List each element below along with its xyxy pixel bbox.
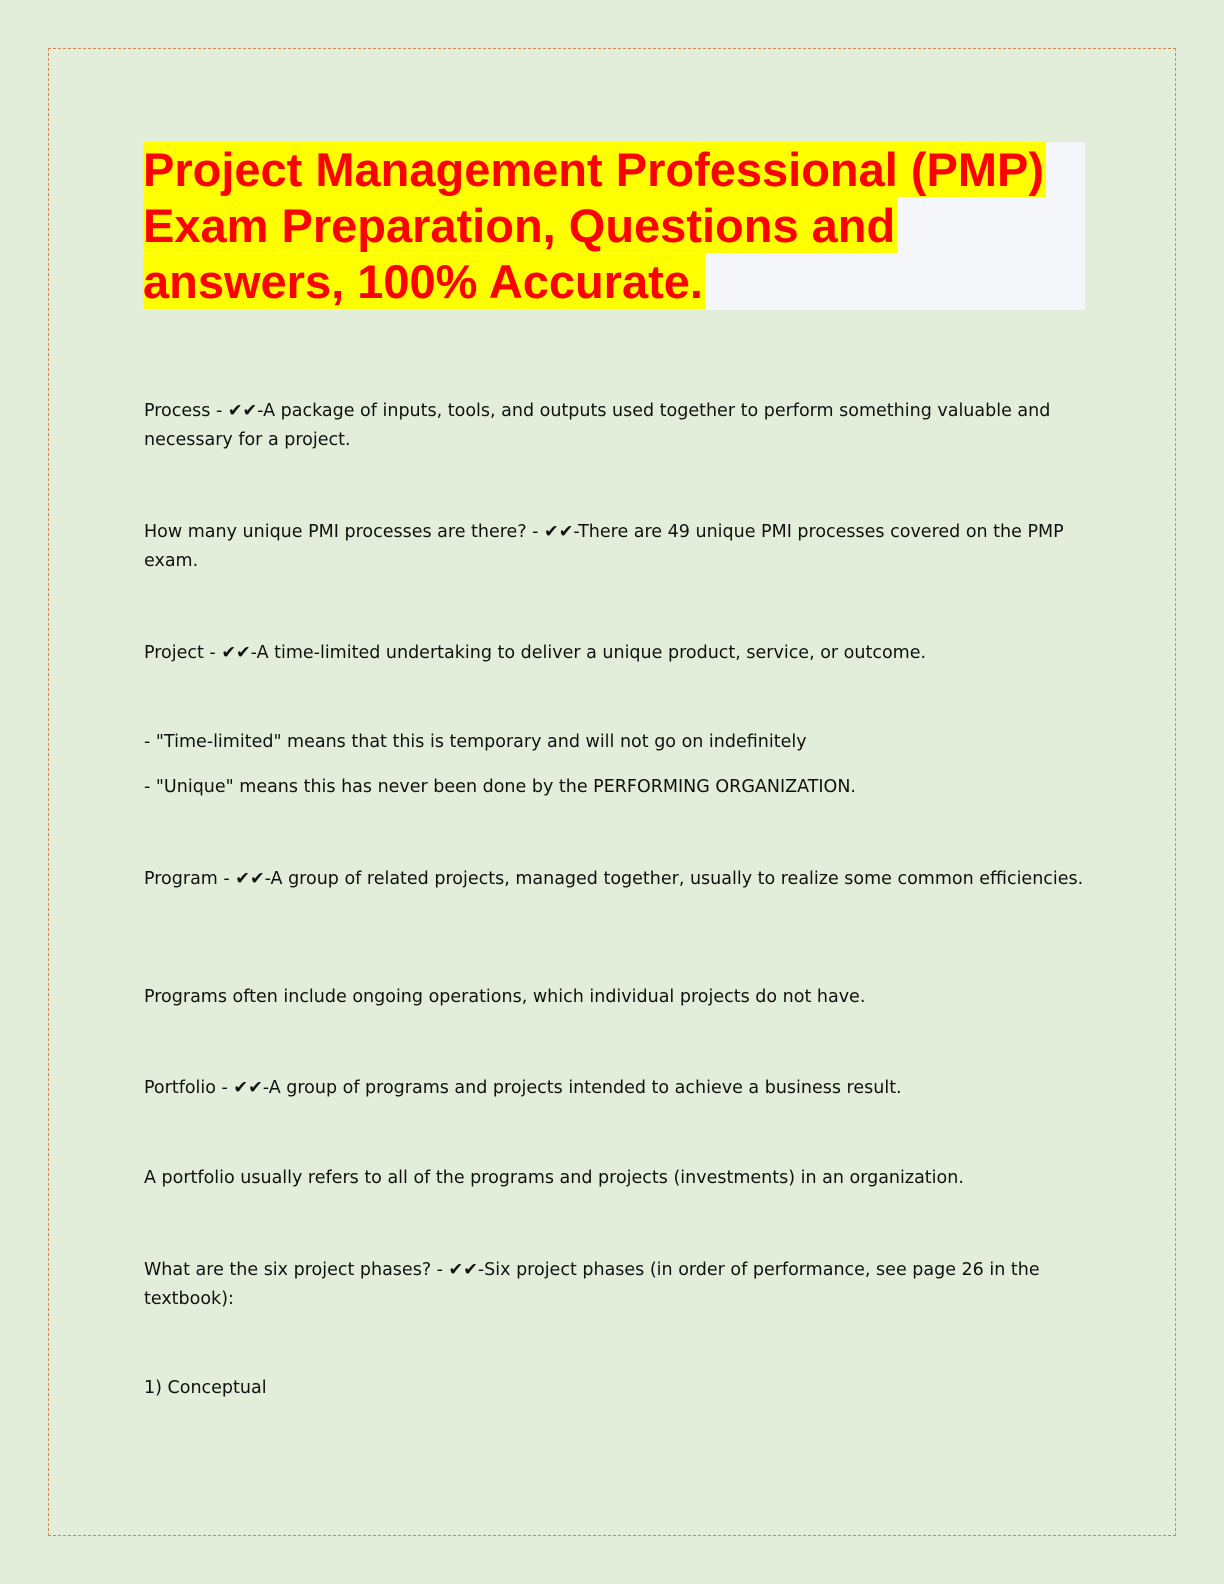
title-line-3: answers, 100% Accurate. bbox=[143, 255, 703, 308]
paragraph-phase-1: 1) Conceptual bbox=[144, 1378, 267, 1398]
paragraph-program: Program - ✔✔-A group of related projects, managed together, usually to realize some common efficiencies. bbox=[144, 869, 1084, 889]
paragraph-programs-operations: Programs often include ongoing operations, which individual projects do not have. bbox=[144, 987, 866, 1007]
paragraph-unique: - "Unique" means this has never been done by the PERFORMING ORGANIZATION. bbox=[144, 777, 856, 797]
title-line-1: Project Management Professional (PMP) bbox=[143, 143, 1045, 196]
paragraph-time-limited: - "Time-limited" means that this is temporary and will not go on indefinitely bbox=[144, 732, 807, 752]
paragraph-pmi-processes: How many unique PMI processes are there? - ✔✔-There are 49 unique PMI processes covered on the PMP exam. bbox=[144, 522, 1064, 571]
paragraph-six-phases: What are the six project phases? - ✔✔-Six project phases (in order of performance, see page 26 in the textbook): bbox=[144, 1260, 1040, 1309]
paragraph-project: Project - ✔✔-A time-limited undertaking to deliver a unique product, service, or outcome. bbox=[144, 643, 927, 663]
paragraph-portfolio-note: A portfolio usually refers to all of the programs and projects (investments) in an organization. bbox=[144, 1168, 964, 1188]
paragraph-process: Process - ✔✔-A package of inputs, tools, and outputs used together to perform something valuable and necessary for a project. bbox=[144, 401, 1051, 450]
paragraph-portfolio: Portfolio - ✔✔-A group of programs and projects intended to achieve a business result. bbox=[144, 1078, 902, 1098]
title-line-2: Exam Preparation, Questions and bbox=[143, 199, 896, 252]
document-title bbox=[143, 142, 1085, 310]
